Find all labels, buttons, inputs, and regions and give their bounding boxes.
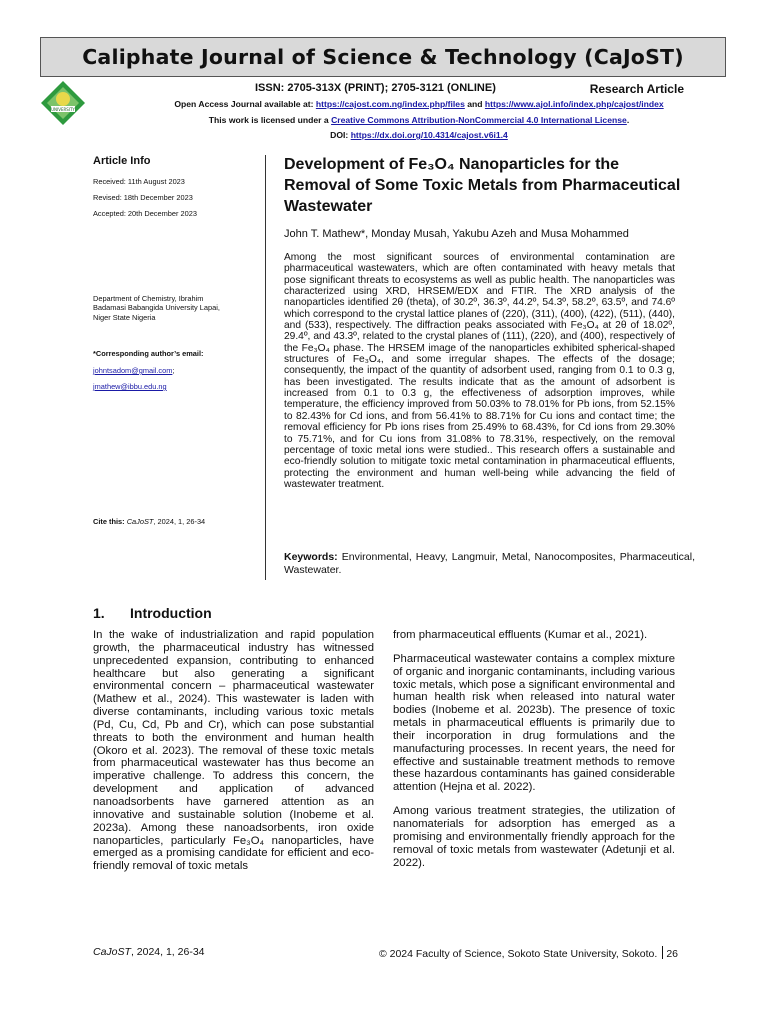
intro-paragraph: Among various treatment strategies, the utilization of nanomaterials for adsorption has emerged as a promising and environmentally friendly approach for the removal of toxic metals from wastewater (Adetunji et al. 2022). [393, 805, 675, 869]
journal-url-link[interactable]: https://cajost.com.ng/index.php/files [315, 99, 465, 109]
email-line-1: johntsadom@gmail.com; [93, 366, 175, 375]
intro-paragraph: from pharmaceutical effluents (Kumar et al., 2021). [393, 629, 648, 641]
doi-line: DOI: https://dx.doi.org/10.4314/cajost.v6i1.4 [330, 130, 508, 140]
article-type: Research Article [589, 82, 684, 96]
received-date: Received: 11th August 2023 [93, 177, 185, 186]
email-link-2[interactable]: jmathew@ibbu.edu.ng [93, 382, 167, 391]
abstract: Among the most significant sources of environmental contamination are pharmaceutical wastewaters, which are often contaminated with heavy metals that pose significant threats to ecosystems as well as public health. The nanoparticles was characterized using XRD, HRSEM/EDX and FTIR. The XRD analysis of the nanoparticles identified 2θ (theta), of 30.2º, 36.3º, 44.2º, 54.3º, 58.2º, 63.5º, and 74.6º which correspond to the crystal lattice planes of (220), (311), (400), (422), (511), (440), and (533), respectively. The diffraction peaks associated with Fe₃O₄ at 2θ of 18.02º, 29.4º, and 43.3º, related to the crystal planes of (111), (220), and (400), respectively of the Fe₃O₄ phase. The HRSEM image of the nanoparticles exhibited spherical-shaped structures of Fe₃O₄, and some irregular shapes. The effects of the dosage; consequently, the impact of the quantity of adsorbent used, ranging from 0.1 to 0.3 g, has been investigated. The results indicate that as the amount of adsorbent is increased from 0.1 to 0.3 g, the effectiveness of adsorption improves, while temperature, the efficiency improved from 50.03% to 78.01% for Pb ions, from 52.15% to 82.43% for Cd ions, and from 56.41% to 88.71% for Cu ions and contact time; the removal efficiency for Pb ions rises from 25.49% to 68.43%, for Cd ions from 29.30% to 75.71%, and for Cu ions from 31.08% to 78.31%, respectively, on the removal percentage of toxic metal ions were studied.. This research offers a sustainable and eco-friendly solution to mitigate toxic metal contamination in pharmaceutical effluents, protecting the environment and human well-being while advancing the field of wastewater treatment. [284, 252, 675, 490]
authors: John T. Mathew*, Monday Musah, Yakubu Azeh and Musa Mohammed [284, 228, 629, 240]
page-number: 26 [666, 948, 678, 960]
footer-divider [662, 946, 663, 959]
license-line: This work is licensed under a Creative Commons Attribution-NonCommercial 4.0 International License. [208, 115, 630, 125]
ajol-url-link[interactable]: https://www.ajol.info/index.php/cajost/index [484, 99, 664, 109]
open-access-line: Open Access Journal available at: https://cajost.com.ng/index.php/files and https://www.ajol.info/index.php/cajost/index [174, 99, 664, 109]
accepted-date: Accepted: 20th December 2023 [93, 209, 197, 218]
email-line-2 [93, 382, 167, 391]
license-link[interactable]: Creative Commons Attribution-NonCommercial 4.0 International License [331, 115, 627, 125]
section-heading: 1. Introduction [93, 605, 212, 621]
footer-copyright: © 2024 Faculty of Science, Sokoto State University, Sokoto. 26 [378, 948, 678, 960]
intro-right-column [393, 629, 675, 869]
article-info-heading: Article Info [93, 155, 151, 167]
article-title: Development of Fe₃O₄ Nanoparticles for the Removal of Some Toxic Metals from Pharmaceutical Wastewater [284, 156, 681, 215]
email-link-1[interactable]: johntsadom@gmail.com [93, 366, 173, 375]
footer-citation: CaJoST, 2024, 1, 26-34 [93, 946, 205, 958]
affiliation: Department of Chemistry, Ibrahim Badamasi Babangida University Lapai, Niger State Nigeria [93, 294, 220, 322]
journal-title: Caliphate Journal of Science & Technology (CaJoST) [82, 45, 684, 69]
cite-this: Cite this: CaJoST, 2024, 1, 26-34 [93, 517, 206, 526]
journal-banner [40, 37, 726, 77]
intro-paragraph: In the wake of industrialization and rapid population growth, the pharmaceutical industry has witnessed unprecedented expansion, contributing to enhanced healthcare but also generating a significant environmental concern – pharmaceutical wastewater (Mathew et al., 2024). This wastewater is laden with diverse contaminants, including various toxic metals (Pd, Cu, Cd, Pb and Cr), which can pose substantial threats to both the environment and human health (Okoro et al. 2023). The removal of these toxic metals from pharmaceutical wastewater has thus become an imperative challenge. To address this concern, the development and application of advanced nanoadsorbents have garnered attention as an innovative and sustainable solution (Inobeme et al. 2023a). Among these nanoadsorbents, iron oxide nanoparticles, particularly Fe₃O₄ nanoparticles, have emerged as a promising candidate for efficient and eco-friendly removal of toxic metals [93, 629, 374, 873]
issn-line: ISSN: 2705-313X (PRINT); 2705-3121 (ONLINE) [255, 82, 496, 94]
revised-date: Revised: 18th December 2023 [93, 193, 193, 202]
logo-text: UNIVERSITY [51, 106, 75, 112]
column-divider [265, 155, 266, 580]
intro-left-column [93, 629, 374, 873]
intro-paragraph: Pharmaceutical wastewater contains a complex mixture of organic and inorganic contaminants, including various toxic metals, which pose a significant environmental and human health risk when released into natural water bodies (Inobeme et al. 2023b). The presence of toxic metals in pharmaceutical effluents is primarily due to their incorporation in drug formulations and the manufacturing processes. In recent years, the need for effective and sustainable treatment methods to remove these hazardous contaminants has gained considerable attention (Hejna et al. 2022). [393, 652, 675, 794]
doi-link[interactable]: https://dx.doi.org/10.4314/cajost.v6i1.4 [350, 130, 508, 140]
keywords: Keywords: Environmental, Heavy, Langmuir, Metal, Nanocomposites, Pharmaceutical, Wastewater. [284, 551, 695, 576]
corresponding-label: *Corresponding author’s email: [93, 349, 204, 358]
